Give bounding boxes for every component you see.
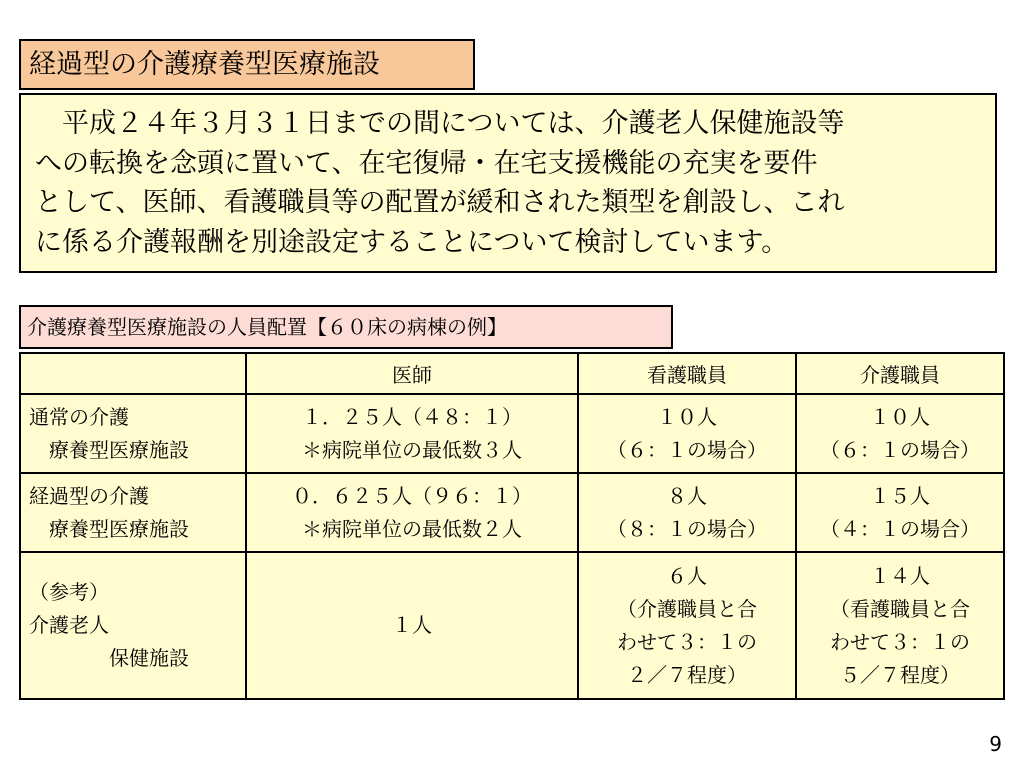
page-number: 9 — [989, 732, 1002, 756]
cell-line: ２／７程度） — [627, 662, 747, 687]
nurse-cell — [578, 552, 796, 699]
description-line: として、医師、看護職員等の配置が緩和された類型を創設し、これ — [35, 187, 845, 218]
header-cell-doctor: 医師 — [246, 353, 578, 394]
table-row — [20, 394, 1004, 473]
cell-line: １．２５人（４８：１） — [302, 404, 522, 429]
cell-line: ６人 — [667, 563, 707, 588]
header-cell-care-worker: 介護職員 — [796, 353, 1004, 394]
cell-line: １０人 — [870, 404, 930, 429]
cell-line: ５／７程度） — [840, 662, 960, 687]
cell-line: （看護職員と合 — [830, 596, 970, 621]
row-label-line: 介護老人 — [29, 613, 109, 637]
cell-line: （介護職員と合 — [617, 596, 757, 621]
cell-line: ＊病院単位の最低数３人 — [302, 437, 522, 462]
row-label-line: 経過型の介護 — [29, 483, 149, 508]
cell-line: （８：１の場合） — [607, 516, 767, 541]
row-label-line: 保健施設 — [29, 646, 189, 670]
doctor-cell — [246, 552, 578, 699]
doctor-cell — [246, 473, 578, 552]
row-label-line: 療養型医療施設 — [29, 437, 189, 462]
care-worker-cell — [796, 394, 1004, 473]
doctor-cell — [246, 394, 578, 473]
row-label-line: （参考） — [29, 580, 109, 604]
table-row — [20, 473, 1004, 552]
description-box — [19, 93, 997, 273]
row-label-cell — [20, 473, 246, 552]
cell-line: （４：１の場合） — [820, 516, 980, 541]
table-caption: 介護療養型医療施設の人員配置【６０床の病棟の例】 — [19, 305, 673, 349]
header-cell-nurse: 看護職員 — [578, 353, 796, 394]
description-line: 平成２４年３月３１日までの間については、介護老人保健施設等 — [35, 108, 845, 139]
row-label-cell — [20, 552, 246, 699]
cell-line: ＊病院単位の最低数２人 — [302, 516, 522, 541]
care-worker-cell — [796, 552, 1004, 699]
cell-line: １４人 — [870, 563, 930, 588]
description-line: に係る介護報酬を別途設定することについて検討しています。 — [35, 226, 789, 258]
cell-line: ０．６２５人（９６：１） — [292, 483, 532, 508]
cell-line: １０人 — [657, 404, 717, 429]
slide-title: 経過型の介護療養型医療施設 — [19, 39, 475, 90]
cell-line: １５人 — [870, 483, 930, 508]
header-cell-empty — [20, 353, 246, 394]
nurse-cell — [578, 473, 796, 552]
cell-line: （６：１の場合） — [820, 437, 980, 462]
table-row — [20, 552, 1004, 699]
row-label-line: 通常の介護 — [29, 404, 129, 429]
description-line: への転換を念頭に置いて、在宅復帰・在宅支援機能の充実を要件 — [35, 147, 818, 179]
row-label-line: 療養型医療施設 — [29, 516, 189, 541]
cell-line: ８人 — [667, 483, 707, 508]
row-label-cell — [20, 394, 246, 473]
table-header-row — [20, 353, 1004, 394]
care-worker-cell — [796, 473, 1004, 552]
cell-line: （６：１の場合） — [607, 437, 767, 462]
cell-line: わせて３：１の — [617, 629, 757, 654]
staffing-table — [19, 352, 1005, 700]
nurse-cell — [578, 394, 796, 473]
cell-line: １人 — [392, 613, 432, 637]
cell-line: わせて３：１の — [830, 629, 970, 654]
